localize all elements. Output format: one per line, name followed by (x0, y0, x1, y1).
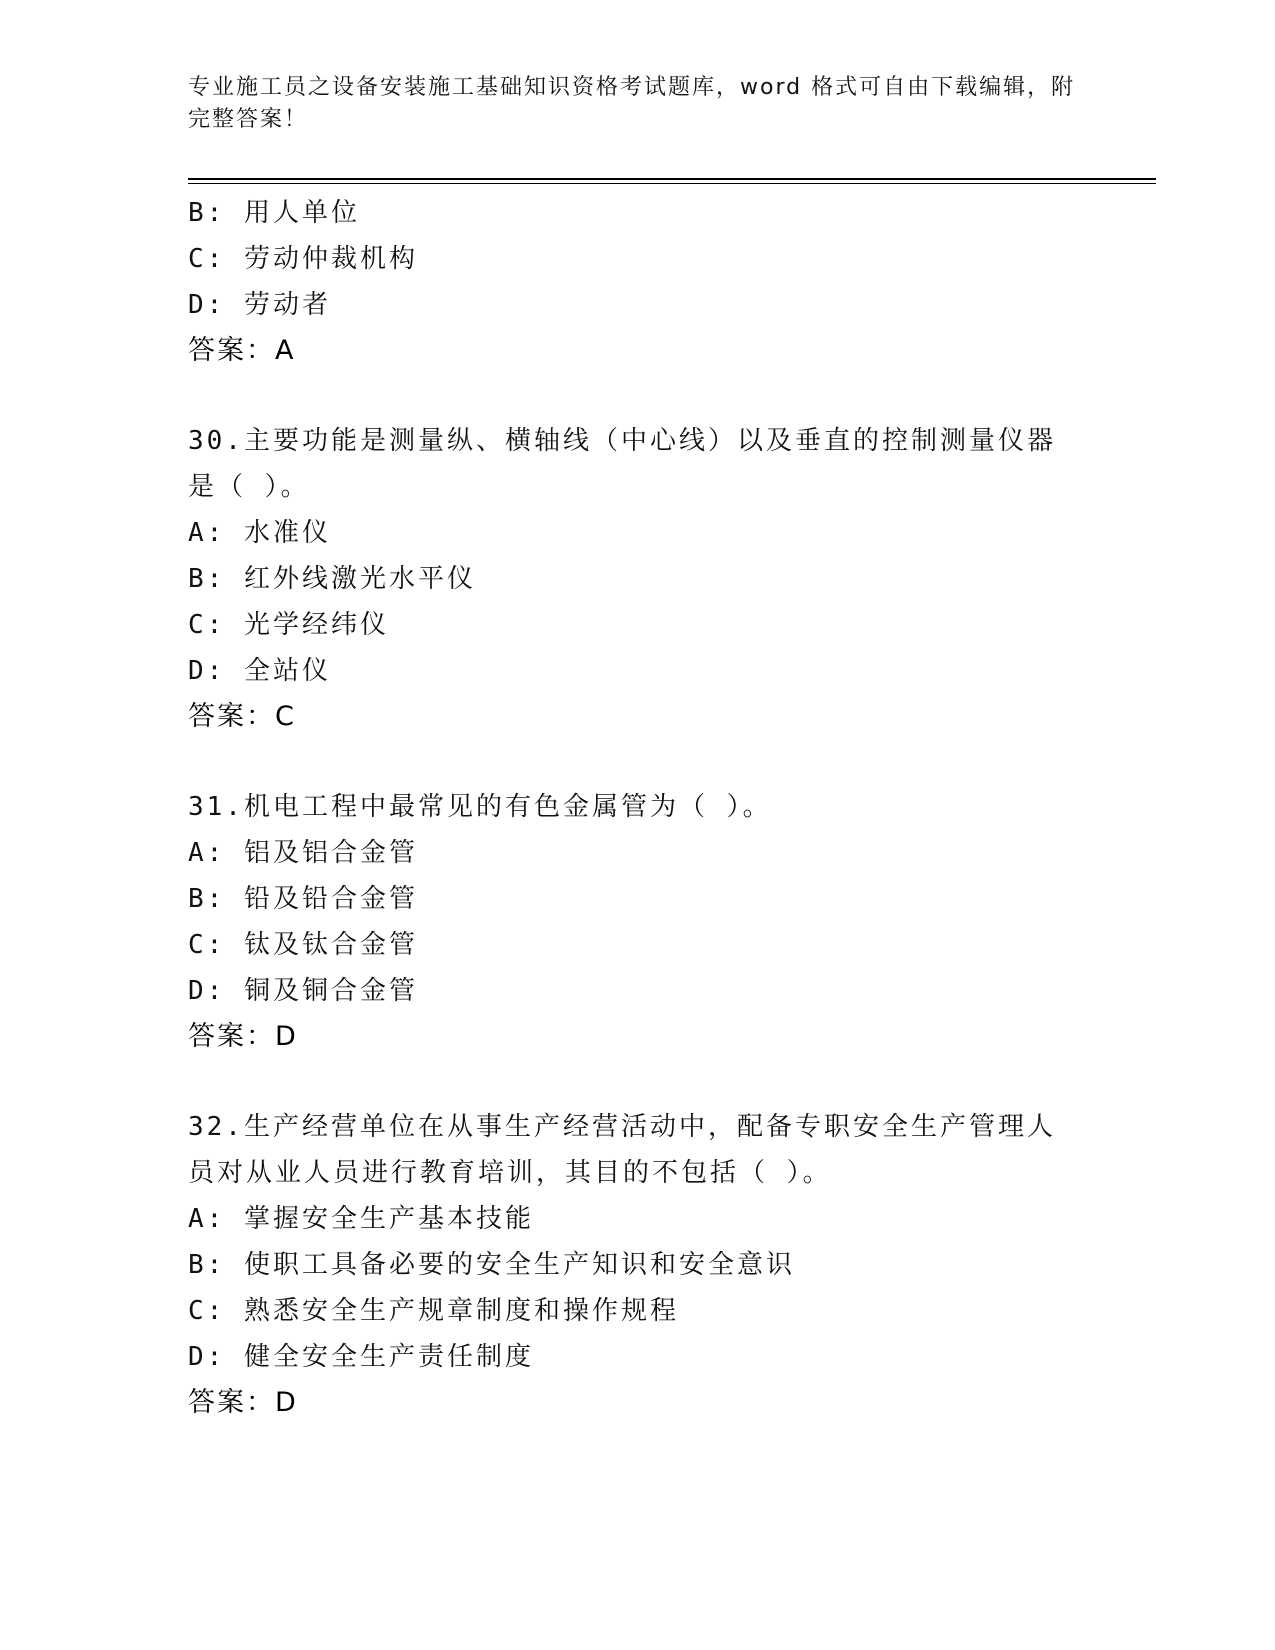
answer-line: 答案：D (188, 1021, 298, 1052)
option-a: A: 铝及铝合金管 (188, 838, 418, 868)
question-32-title: 32.生产经营单位在从事生产经营活动中，配备专职安全生产管理人员对从业人员进行教育培训，其目的不包括（ ）。 (188, 1112, 1056, 1188)
option-d: D: 劳动者 (188, 290, 331, 320)
option-c: C: 钛及钛合金管 (188, 930, 418, 960)
question-31-block (188, 784, 1088, 1060)
answer-line: 答案：C (188, 701, 296, 732)
option-b: B: 使职工具备必要的安全生产知识和安全意识 (188, 1250, 795, 1280)
answer-line: 答案：A (188, 335, 296, 366)
option-c: C: 光学经纬仪 (188, 610, 389, 640)
option-b: B: 红外线激光水平仪 (188, 564, 476, 594)
spacer (188, 1060, 1088, 1104)
question-31-title: 31.机电工程中最常见的有色金属管为（ ）。 (188, 792, 772, 822)
option-d: D: 健全安全生产责任制度 (188, 1342, 534, 1372)
option-b: B: 用人单位 (188, 198, 360, 228)
spacer (188, 374, 1088, 418)
option-d: D: 全站仪 (188, 656, 331, 686)
previous-question-block (188, 190, 1088, 374)
option-a: A: 掌握安全生产基本技能 (188, 1204, 534, 1234)
question-30-block (188, 418, 1088, 740)
header-divider-thick (188, 178, 1156, 180)
option-a: A: 水准仪 (188, 518, 331, 548)
question-content (188, 190, 1088, 1426)
option-d: D: 铜及铜合金管 (188, 976, 418, 1006)
answer-line: 答案：D (188, 1387, 298, 1418)
option-c: C: 熟悉安全生产规章制度和操作规程 (188, 1296, 679, 1326)
header-divider-thin (188, 183, 1156, 184)
spacer (188, 740, 1088, 784)
option-b: B: 铅及铅合金管 (188, 884, 418, 914)
question-32-block (188, 1104, 1088, 1426)
document-header: 专业施工员之设备安装施工基础知识资格考试题库，word 格式可自由下载编辑，附完整答案！ (188, 75, 1076, 132)
option-c: C: 劳动仲裁机构 (188, 244, 418, 274)
question-30-title: 30.主要功能是测量纵、横轴线（中心线）以及垂直的控制测量仪器是（ ）。 (188, 426, 1056, 502)
